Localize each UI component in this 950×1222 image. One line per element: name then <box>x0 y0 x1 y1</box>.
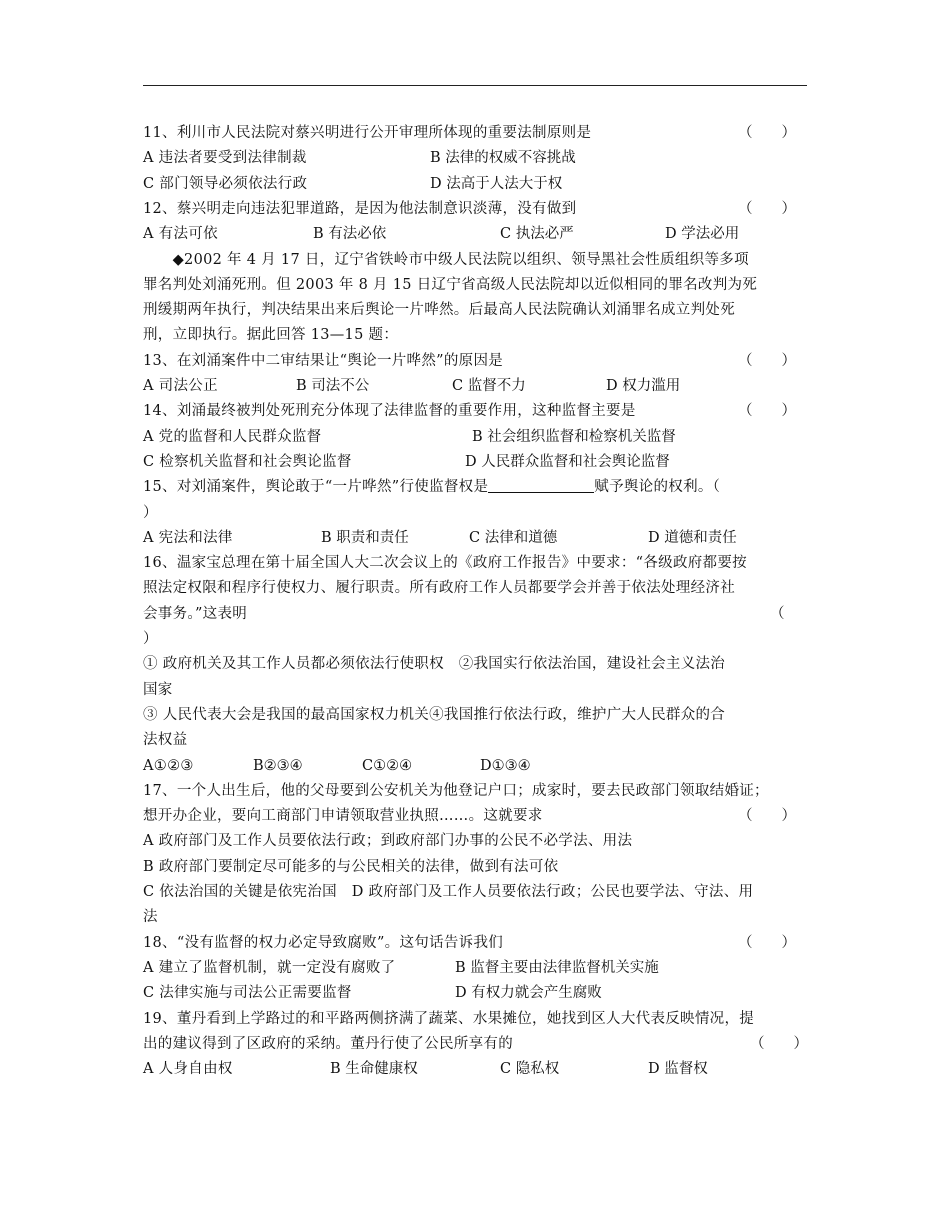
text-line <box>143 427 321 447</box>
text-line <box>143 730 187 750</box>
line-text: A 违法者要受到法律制裁 <box>143 150 307 166</box>
line-text: C 检察机关监督和社会舆论监督 <box>143 454 352 470</box>
text-line <box>143 325 398 345</box>
answer-bracket: （ ） <box>738 403 796 419</box>
option-text: D 学法必用 <box>665 226 740 242</box>
option-text: B 社会组织监督和检察机关监督 <box>472 429 676 445</box>
option-text: C 监督不力 <box>452 378 526 394</box>
line-text: A 建立了监督机制，就一定没有腐败了 <box>143 960 396 976</box>
line-text: 想开办企业，要向工商部门申请领取营业执照……。这就要求 <box>143 808 543 824</box>
text-line <box>143 604 247 624</box>
line-text: 刑，立即执行。据此回答 13—15 题： <box>143 327 399 343</box>
line-text: A 党的监督和人民群众监督 <box>143 429 322 445</box>
text-line <box>143 250 749 270</box>
option-text: D 人民群众监督和社会舆论监督 <box>465 454 670 470</box>
text-line <box>143 578 735 598</box>
line-text: 罪名判处刘涌死刑。但 2003 年 8 月 15 日辽宁省高级人民法院却以近似相同的罪名改判为死 <box>143 277 758 293</box>
line-text: 国家 <box>143 682 173 698</box>
line-text: A 政府部门及工作人员要依法行政；到政府部门办事的公民不必学法、用法 <box>143 833 633 849</box>
text-line <box>143 933 503 953</box>
option-text: B 监督主要由法律监督机关实施 <box>455 960 659 976</box>
option-text: B②③④ <box>253 758 303 774</box>
line-text: 12、蔡兴明走向违法犯罪道路，是因为他法制意识淡薄，没有做到 <box>143 201 577 217</box>
text-line <box>143 680 173 700</box>
text-line <box>143 958 395 978</box>
line-text: ） <box>143 631 158 647</box>
text-line <box>143 1009 754 1029</box>
option-text: B 有法必依 <box>313 226 387 242</box>
line-text: 14、刘涌最终被判处死刑充分体现了法律监督的重要作用，这种监督主要是 <box>143 403 636 419</box>
text-line <box>143 553 747 573</box>
option-text: B 职责和责任 <box>321 530 409 546</box>
option-text: D 权力滥用 <box>606 378 681 394</box>
text-line <box>143 275 757 295</box>
line-text: 出的建议得到了区政府的采纳。董丹行使了公民所享有的 <box>143 1036 513 1052</box>
line-text: ① 政府机关及其工作人员都必须依法行使职权 ②我国实行依法治国，建设社会主义法治 <box>143 656 726 672</box>
option-text: B 司法不公 <box>296 378 370 394</box>
text-line <box>143 123 591 143</box>
line-text: B 政府部门要制定尽可能多的与公民相关的法律，做到有法可依 <box>143 859 559 875</box>
line-text: A 宪法和法律 <box>143 530 233 546</box>
line-text: 照法定权限和程序行使权力、履行职责。所有政府工作人员都要学会并善于依法处理经济社 <box>143 580 735 596</box>
text-line <box>143 857 558 877</box>
text-line <box>143 401 636 421</box>
text-line <box>143 756 194 776</box>
line-text: A 有法可依 <box>143 226 218 242</box>
answer-blank[interactable] <box>488 478 594 493</box>
text-line <box>143 654 725 674</box>
answer-bracket: （ ） <box>738 935 796 951</box>
option-text: C①②④ <box>362 758 413 774</box>
line-text: C 部门领导必须依法行政 <box>143 176 308 192</box>
text-line <box>143 376 218 396</box>
line-text: A 人身自由权 <box>143 1061 233 1077</box>
line-text: 13、在刘涌案件中二审结果让“舆论一片哗然”的原因是 <box>143 353 504 369</box>
text-line <box>143 983 352 1003</box>
option-text: D 监督权 <box>648 1061 708 1077</box>
option-text: D 有权力就会产生腐败 <box>455 985 602 1001</box>
answer-bracket: （ <box>770 606 785 622</box>
text-line <box>143 1059 233 1079</box>
text-line <box>143 174 307 194</box>
text-line <box>143 199 576 219</box>
line-text: ） <box>143 505 158 521</box>
line-text: 18、“没有监督的权力必定导致腐败”。这句话告诉我们 <box>143 935 504 951</box>
text-line <box>143 300 735 320</box>
line-text: 法 <box>143 909 158 925</box>
text-line <box>143 452 352 472</box>
line-text: 16、温家宝总理在第十届全国人大二次会议上的《政府工作报告》中要求：“各级政府都要按 <box>143 555 747 571</box>
line-text: A①②③ <box>143 758 194 774</box>
line-text: A 司法公正 <box>143 378 218 394</box>
text-line <box>143 705 725 725</box>
text-line <box>143 907 158 927</box>
option-text: B 生命健康权 <box>330 1061 418 1077</box>
option-text: D 道德和责任 <box>648 530 737 546</box>
answer-bracket: （ ） <box>750 1036 808 1052</box>
answer-bracket: （ ） <box>738 353 796 369</box>
line-text: 刑缓期两年执行，判决结果出来后舆论一片哗然。后最高人民法院确认刘涌罪名成立判处死 <box>143 302 735 318</box>
text-line <box>143 224 218 244</box>
text-line <box>143 528 233 548</box>
text-line <box>143 806 543 826</box>
line-text: 会事务。”这表明 <box>143 606 248 622</box>
text-line <box>143 148 307 168</box>
answer-bracket: （ ） <box>738 201 796 217</box>
line-text: ③ 人民代表大会是我国的最高国家权力机关④我国推行依法行政，维护广大人民群众的合 <box>143 707 726 723</box>
option-text: B 法律的权威不容挑战 <box>430 150 576 166</box>
option-text: D 法高于人法大于权 <box>430 176 563 192</box>
text-line <box>143 477 720 497</box>
line-text: C 依法治国的关键是依宪治国 D 政府部门及工作人员要依法行政；公民也要学法、守法、用 <box>143 884 754 900</box>
line-text: 法权益 <box>143 732 188 748</box>
option-text: D①③④ <box>480 758 531 774</box>
answer-bracket: （ ） <box>738 125 796 141</box>
header-rule <box>143 85 807 86</box>
option-text: C 执法必严 <box>500 226 574 242</box>
line-text: ◆2002 年 4 月 17 日，辽宁省铁岭市中级人民法院以组织、领导黑社会性质组织等多项 <box>143 252 749 268</box>
line-text-after-blank: 赋予舆论的权利。（ <box>594 479 721 495</box>
text-line <box>143 781 769 801</box>
line-text: 17、一个人出生后，他的父母要到公安机关为他登记户口；成家时，要去民政部门领取结婚证； <box>143 783 769 799</box>
text-line <box>143 629 158 649</box>
line-text: 15、对刘涌案件，舆论敢于“一片哗然”行使监督权是 <box>143 479 489 495</box>
text-line <box>143 882 753 902</box>
text-line <box>143 1034 513 1054</box>
line-text: 19、董丹看到上学路过的和平路两侧挤满了蔬菜、水果摊位，她找到区人大代表反映情况，提 <box>143 1011 755 1027</box>
option-text: C 法律和道德 <box>469 530 558 546</box>
line-text: 11、利川市人民法院对蔡兴明进行公开审理所体现的重要法制原则是 <box>143 125 592 141</box>
text-line <box>143 831 632 851</box>
option-text: C 隐私权 <box>500 1061 560 1077</box>
text-line <box>143 351 503 371</box>
line-text: C 法律实施与司法公正需要监督 <box>143 985 352 1001</box>
answer-bracket: （ ） <box>738 808 796 824</box>
text-line <box>143 503 158 523</box>
